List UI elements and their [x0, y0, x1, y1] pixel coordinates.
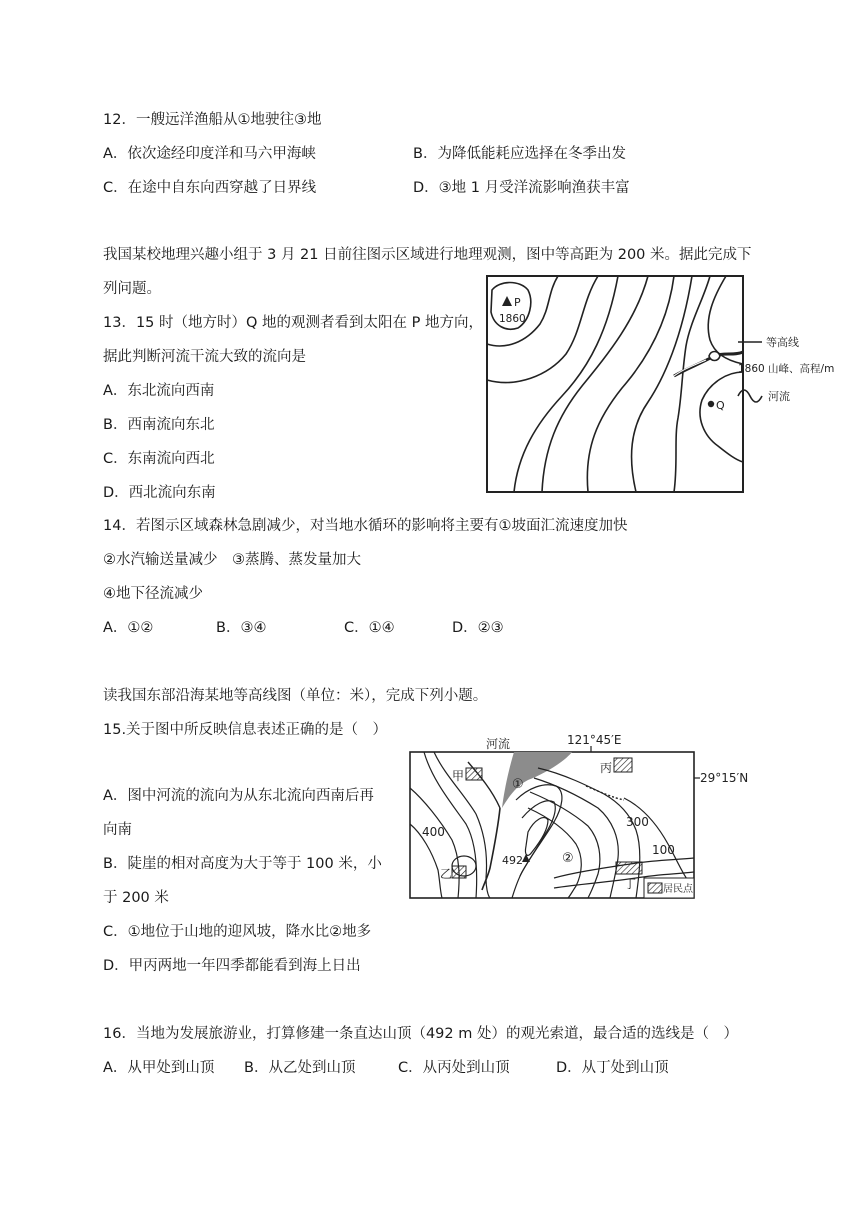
- map2-legend-symbol: [648, 883, 662, 893]
- map2-river-label: 河流: [486, 737, 511, 751]
- map2-ding-label: 丁: [624, 877, 637, 891]
- map2-point-2: ②: [562, 851, 574, 866]
- intro2: 读我国东部沿海某地等高线图（单位：米），完成下列小题。: [103, 688, 488, 704]
- q13-option-b: B．西南流向东北: [103, 417, 215, 433]
- map2-bing-label: 丙: [600, 761, 613, 775]
- q13-option-c: C．东南流向西北: [103, 451, 215, 467]
- q15-option-a-line1: A．图中河流的流向为从东北流向西南后再: [103, 788, 374, 804]
- map2-latitude: 29°15′N: [700, 771, 749, 785]
- q12-option-c: C．在途中自东向西穿越了日界线: [103, 180, 317, 196]
- map2-peak-value: 492: [502, 854, 523, 867]
- map2-legend-label: 居民点: [663, 884, 693, 895]
- map2-jia-label: 甲: [452, 769, 465, 783]
- q14-option-a: A．①②: [103, 620, 154, 636]
- q16-option-a: A．从甲处到山顶: [103, 1060, 215, 1076]
- legend-river-label: 河流: [768, 390, 790, 403]
- q14-stem-line1: 14．若图示区域森林急剧减少，对当地水循环的影响将主要有①坡面汇流速度加快: [103, 518, 628, 534]
- q12-option-a: A．依次途经印度洋和马六甲海峡: [103, 146, 316, 162]
- map2-settlement-ding: [616, 862, 642, 874]
- map1-frame: [487, 276, 743, 492]
- map1-peak-label: P: [514, 296, 521, 309]
- contour-map-2: [404, 728, 750, 904]
- q16-option-c: C．从丙处到山顶: [398, 1060, 510, 1076]
- q12-option-b: B．为降低能耗应选择在冬季出发: [413, 146, 626, 162]
- q12-option-d: D．③地 1 月受洋流影响渔获丰富: [413, 180, 630, 196]
- map1-peak-value: 1860: [499, 313, 526, 325]
- map2-contour-100: 100: [652, 843, 675, 857]
- intro1-line1: 我国某校地理兴趣小组于 3 月 21 日前往图示区域进行地理观测，图中等高距为 200 米。据此完成下: [103, 247, 752, 263]
- map2-settlement-jia: [466, 768, 482, 780]
- q16-option-d: D．从丁处到山顶: [556, 1060, 669, 1076]
- q13-option-a: A．东北流向西南: [103, 383, 215, 399]
- map2-river: [482, 808, 500, 890]
- q14-stem-line2: ②水汽输送量减少 ③蒸腾、蒸发量加大: [103, 552, 361, 568]
- q15-stem: 15.关于图中所反映信息表述正确的是（ ）: [103, 722, 388, 738]
- map2-settlement-bing: [614, 758, 632, 772]
- q16-option-b: B．从乙处到山顶: [244, 1060, 356, 1076]
- q12-stem: 12．一艘远洋渔船从①地驶往③地: [103, 112, 322, 128]
- q13-option-d: D．西北流向东南: [103, 485, 216, 501]
- q15-option-c: C．①地位于山地的迎风坡，降水比②地多: [103, 924, 372, 940]
- q14-option-c: C．①④: [344, 620, 395, 636]
- legend-river-symbol: [738, 390, 762, 402]
- q14-option-b: B．③④: [216, 620, 267, 636]
- q15-option-b-line2: 于 200 米: [103, 890, 169, 906]
- legend-peak-label: 1860 山峰、高程/m: [738, 363, 835, 375]
- q14-stem-line3: ④地下径流减少: [103, 586, 203, 602]
- map1-peak-triangle: [502, 296, 512, 306]
- q15-option-a-line2: 向南: [103, 822, 132, 838]
- map2-longitude: 121°45′E: [567, 733, 622, 747]
- q15-option-d: D．甲丙两地一年四季都能看到海上日出: [103, 958, 361, 974]
- q14-option-d: D．②③: [452, 620, 504, 636]
- map2-yi-label: 乙: [440, 867, 453, 881]
- map2-settlement-yi: [452, 866, 466, 878]
- map1-q-point: [708, 401, 714, 407]
- map2-contour-300: 300: [626, 815, 649, 829]
- legend-contour-label: 等高线: [766, 336, 799, 349]
- map2-point-1: ①: [512, 777, 524, 792]
- q16-stem: 16．当地为发展旅游业，打算修建一条直达山顶（492 m 处）的观光索道，最合适的选线是（ ）: [103, 1026, 738, 1042]
- map2-cliff: [586, 786, 624, 800]
- map1-q-label: Q: [716, 399, 725, 412]
- q15-option-b-line1: B．陡崖的相对高度为大于等于 100 米，小: [103, 856, 382, 872]
- contour-map-1: [478, 268, 840, 500]
- q13-stem-line1: 13．15 时（地方时）Q 地的观测者看到太阳在 P 地方向，: [103, 315, 483, 331]
- map2-contour-400: 400: [422, 825, 445, 839]
- q13-stem-line2: 据此判断河流干流大致的流向是: [103, 349, 306, 365]
- intro1-line2: 列问题。: [103, 281, 161, 297]
